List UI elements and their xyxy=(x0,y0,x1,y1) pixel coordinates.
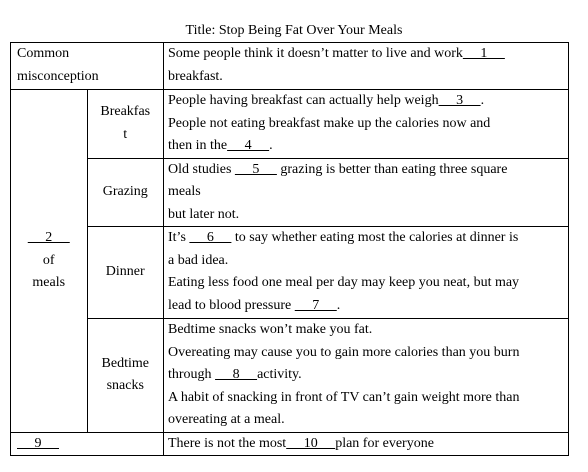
breakfast-line3-end: . xyxy=(269,138,273,153)
table-row-breakfast xyxy=(11,90,569,159)
grazing-content-cell xyxy=(164,158,569,227)
bedtime-line1: Bedtime snacks won’t make you fat. xyxy=(168,322,373,337)
group-label-of: of xyxy=(42,252,55,268)
page-title: Title: Stop Being Fat Over Your Meals xyxy=(185,23,403,38)
breakfast-line3: then in the xyxy=(168,138,228,153)
bedtime-label-cell xyxy=(87,319,164,433)
dinner-line4-end: . xyxy=(336,297,341,313)
table-row-dinner xyxy=(11,227,569,319)
breakfast-line1: People having breakfast can actually help weigh xyxy=(168,93,439,108)
bedtime-line2: Overeating may cause you to gain more calories than you burn xyxy=(168,344,520,360)
dinner-label-cell xyxy=(87,227,164,319)
conclusion-label-cell xyxy=(11,432,164,456)
blank-10[interactable]: 10 xyxy=(286,435,336,451)
grazing-line1-end: grazing is better than eating three square xyxy=(280,161,508,177)
conclusion-content-cell xyxy=(164,432,569,456)
grazing-label-cell xyxy=(87,158,164,227)
grazing-line3: but later not. xyxy=(168,206,240,222)
misconception-label-line1: Common xyxy=(17,46,70,61)
dinner-line3: Eating less food one meal per day may keep you neat, but may xyxy=(168,275,520,290)
bedtime-label-line2: snacks xyxy=(106,378,144,394)
dinner-line1-end: to say whether eating most the calories at dinner is xyxy=(234,230,519,245)
misconception-label-cell xyxy=(11,43,164,90)
grazing-label: Grazing xyxy=(102,184,148,199)
blank-3[interactable]: 3 xyxy=(438,93,481,108)
bedtime-content-cell xyxy=(164,319,569,433)
bedtime-line4: A habit of snacking in front of TV can’t gain weight more than xyxy=(168,389,520,405)
bedtime-line5: overeating at a meal. xyxy=(168,412,285,427)
blank-6[interactable]: 6 xyxy=(189,230,232,245)
breakfast-line1-end: . xyxy=(480,93,485,108)
misconception-content-cell xyxy=(164,43,569,90)
misconception-text-end: breakfast. xyxy=(168,68,223,84)
bedtime-line3-end: activity. xyxy=(257,367,302,382)
breakfast-label-line1: Breakfas xyxy=(100,104,151,120)
table-row-misconception xyxy=(11,43,569,90)
breakfast-label-line2: t xyxy=(123,126,128,142)
bedtime-label-line1: Bedtime xyxy=(101,355,149,371)
breakfast-content-cell xyxy=(164,90,569,159)
blank-9[interactable]: 9 xyxy=(17,435,59,451)
outline-table xyxy=(10,42,569,456)
table-row-grazing xyxy=(11,158,569,227)
breakfast-label-cell xyxy=(87,90,164,159)
blank-7[interactable]: 7 xyxy=(294,297,337,313)
group-label-cell xyxy=(11,90,88,433)
misconception-text: Some people think it doesn’t matter to live and work xyxy=(168,46,463,61)
blank-1[interactable]: 1 xyxy=(462,46,505,61)
dinner-content-cell xyxy=(164,227,569,319)
breakfast-line2: People not eating breakfast make up the calories now and xyxy=(168,115,491,131)
misconception-label-line2: misconception xyxy=(17,68,99,84)
table-row-bedtime xyxy=(11,319,569,433)
group-label-meals: meals xyxy=(32,275,66,290)
blank-5[interactable]: 5 xyxy=(234,161,277,177)
bedtime-line3: through xyxy=(168,367,212,382)
dinner-line1: It’s xyxy=(168,230,186,245)
grazing-line1: Old studies xyxy=(168,161,232,177)
grazing-line2: meals xyxy=(168,184,201,199)
blank-2[interactable]: 2 xyxy=(27,230,70,245)
dinner-line4: lead to blood pressure xyxy=(168,297,292,313)
conclusion-text-end: plan for everyone xyxy=(335,435,434,451)
conclusion-text: There is not the most xyxy=(168,435,287,451)
table-row-conclusion xyxy=(11,432,569,456)
dinner-label: Dinner xyxy=(105,264,145,280)
dinner-line2: a bad idea. xyxy=(168,252,229,268)
blank-4[interactable]: 4 xyxy=(227,138,270,153)
blank-8[interactable]: 8 xyxy=(215,367,258,382)
